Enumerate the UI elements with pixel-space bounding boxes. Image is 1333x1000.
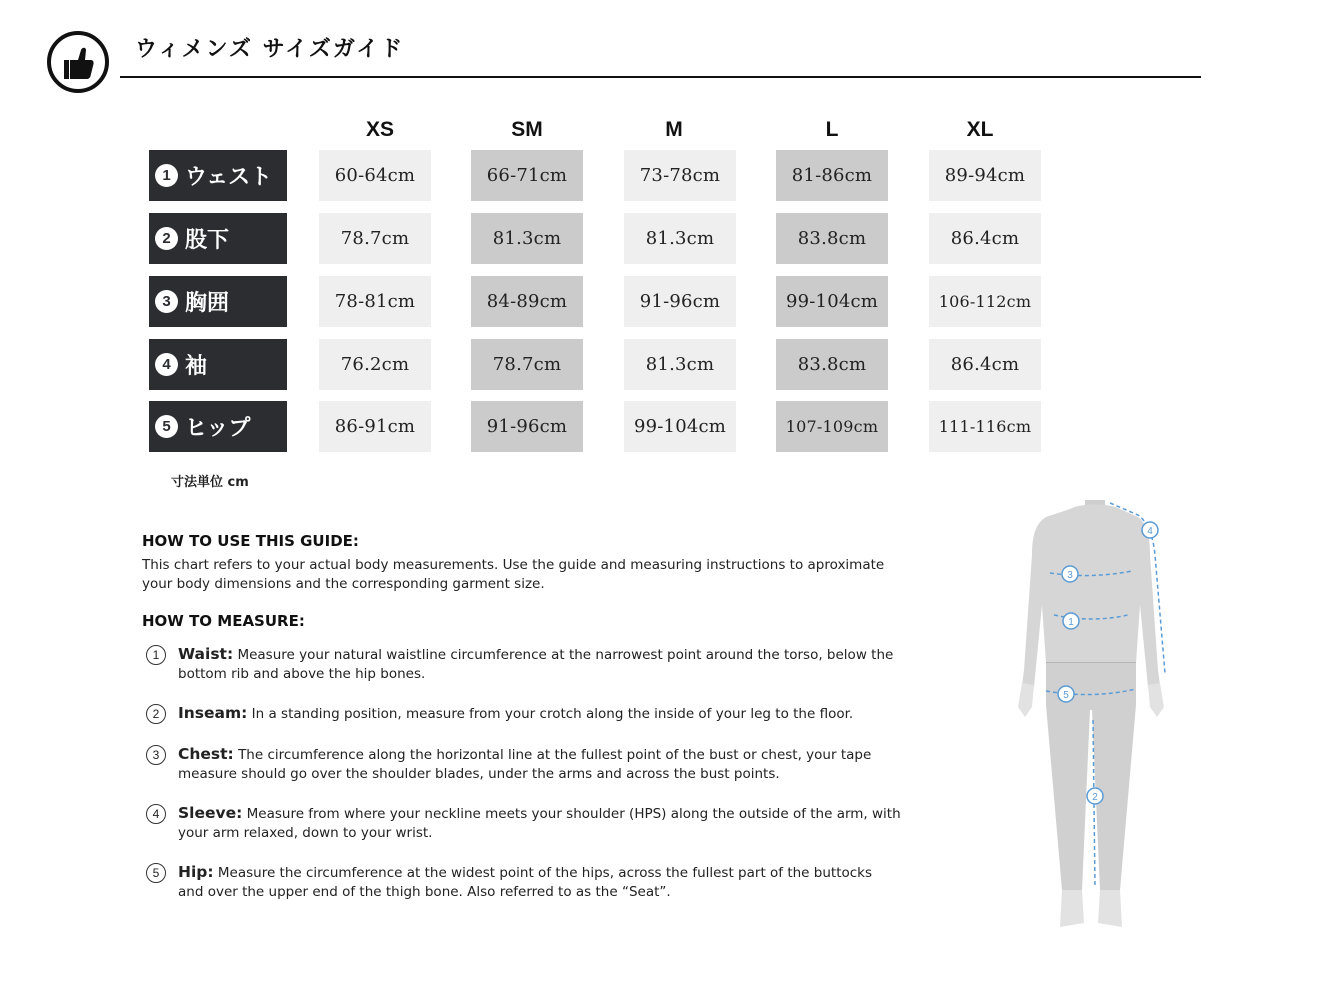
measure-desc: Measure from where your neckline meets your shoulder (HPS) along the outside of the arm, with: [246, 806, 901, 822]
size-cell: 76.2cm: [319, 339, 431, 390]
size-cell: 84-89cm: [471, 276, 583, 327]
thumbs-up-icon: [46, 30, 110, 94]
row-label-hip: [149, 401, 287, 452]
measure-number-badge: 5: [146, 863, 166, 883]
size-cell: 73-78cm: [624, 150, 736, 201]
size-header-m: M: [665, 118, 683, 141]
row-number-badge: 1: [155, 164, 178, 187]
measure-text: [178, 863, 928, 902]
size-cell: 60-64cm: [319, 150, 431, 201]
measure-text: [178, 745, 928, 784]
size-cell: 81-86cm: [776, 150, 888, 201]
size-cell: 111-116cm: [929, 401, 1041, 452]
figure-marker-label: 2: [1092, 792, 1098, 803]
size-header-xs: XS: [365, 118, 394, 141]
figure-marker-label: 4: [1147, 526, 1153, 537]
measure-number-badge: 4: [146, 804, 166, 824]
size-cell: 86.4cm: [929, 213, 1041, 264]
row-label-text: 袖: [185, 354, 208, 379]
marker-2-icon: [1087, 788, 1103, 804]
size-cell: 78.7cm: [319, 213, 431, 264]
size-cell: 91-96cm: [471, 401, 583, 452]
size-cell: 81.3cm: [471, 213, 583, 264]
figure-left-hand: [1018, 683, 1034, 717]
figure-right-hand: [1148, 683, 1164, 717]
measure-term: Inseam:: [178, 704, 248, 722]
header-divider: [120, 76, 1201, 78]
measure-desc: The circumference along the horizontal line at the fullest point of the bust or chest, your tape: [238, 747, 872, 763]
body-measurement-figure: [1010, 495, 1180, 935]
size-cell: 89-94cm: [929, 150, 1041, 201]
measure-desc: In a standing position, measure from your crotch along the inside of your leg to the floor.: [251, 706, 854, 722]
row-label-text: ウェスト: [185, 165, 273, 190]
how-to-use-heading: HOW TO USE THIS GUIDE:: [142, 532, 359, 550]
size-cell: 81.3cm: [624, 339, 736, 390]
size-cell: 106-112cm: [929, 276, 1041, 327]
marker-4-icon: [1142, 522, 1158, 538]
marker-1-icon: [1063, 613, 1079, 629]
how-to-use-line: This chart refers to your actual body measurements. Use the guide and measuring instructions to aproximate: [142, 557, 885, 573]
row-number-badge: 3: [155, 290, 178, 313]
size-cell: 107-109cm: [776, 401, 888, 452]
size-cell: 66-71cm: [471, 150, 583, 201]
how-to-use-line: your body dimensions and the corresponding garment size.: [142, 576, 545, 592]
measure-term: Waist:: [178, 645, 234, 663]
size-cell: 91-96cm: [624, 276, 736, 327]
measure-number-badge: 2: [146, 704, 166, 724]
marker-5-icon: [1058, 686, 1074, 702]
size-cell: 86.4cm: [929, 339, 1041, 390]
size-header-sm: SM: [511, 118, 543, 141]
row-number-badge: 2: [155, 227, 178, 250]
measure-desc: your arm relaxed, down to your wrist.: [178, 825, 433, 841]
marker-3-icon: [1062, 566, 1078, 582]
measure-term: Sleeve:: [178, 804, 243, 822]
row-label-chest: [149, 276, 287, 327]
row-number-badge: 4: [155, 353, 178, 376]
size-header-xl: XL: [966, 118, 994, 141]
measure-desc: Measure your natural waistline circumference at the narrowest point around the torso, below the: [237, 647, 894, 663]
measure-term: Hip:: [178, 863, 214, 881]
size-cell: 99-104cm: [624, 401, 736, 452]
size-cell: 81.3cm: [624, 213, 736, 264]
row-label-sleeve: [149, 339, 287, 390]
measure-desc: and over the upper end of the thigh bone. Also referred to as the “Seat”.: [178, 884, 671, 900]
size-cell: 83.8cm: [776, 213, 888, 264]
row-label-text: 股下: [185, 228, 230, 253]
row-label-inseam: [149, 213, 287, 264]
figure-marker-label: 1: [1068, 617, 1074, 628]
row-label-text: 胸囲: [185, 291, 230, 316]
size-cell: 86-91cm: [319, 401, 431, 452]
measure-text: [178, 804, 928, 843]
how-to-use-text: [142, 556, 932, 594]
size-cell: 83.8cm: [776, 339, 888, 390]
size-header-l: L: [825, 118, 839, 141]
size-cell: 78-81cm: [319, 276, 431, 327]
how-to-measure-heading: HOW TO MEASURE:: [142, 612, 305, 630]
measure-number-badge: 3: [146, 745, 166, 765]
figure-left-foot: [1060, 890, 1084, 927]
size-cell: 99-104cm: [776, 276, 888, 327]
measure-desc: bottom rib and above the hip bones.: [178, 666, 426, 682]
unit-note: 寸法単位 cm: [171, 475, 249, 490]
figure-right-foot: [1098, 890, 1122, 927]
figure-torso: [1022, 505, 1160, 688]
measure-desc: measure should go over the shoulder blades, under the arms and across the bust points.: [178, 766, 780, 782]
measure-desc: Measure the circumference at the widest point of the hips, across the fullest part of the buttocks: [217, 865, 873, 881]
row-number-badge: 5: [155, 415, 178, 438]
row-label-text: ヒップ: [185, 416, 251, 441]
measure-text: [178, 645, 928, 684]
page-title: ウィメンズ サイズガイド: [135, 37, 405, 62]
measure-text: [178, 704, 928, 724]
size-cell: 78.7cm: [471, 339, 583, 390]
measure-number-badge: 1: [146, 645, 166, 665]
measure-term: Chest:: [178, 745, 234, 763]
row-label-waist: [149, 150, 287, 201]
figure-marker-label: 5: [1063, 690, 1069, 701]
figure-marker-label: 3: [1067, 570, 1073, 581]
